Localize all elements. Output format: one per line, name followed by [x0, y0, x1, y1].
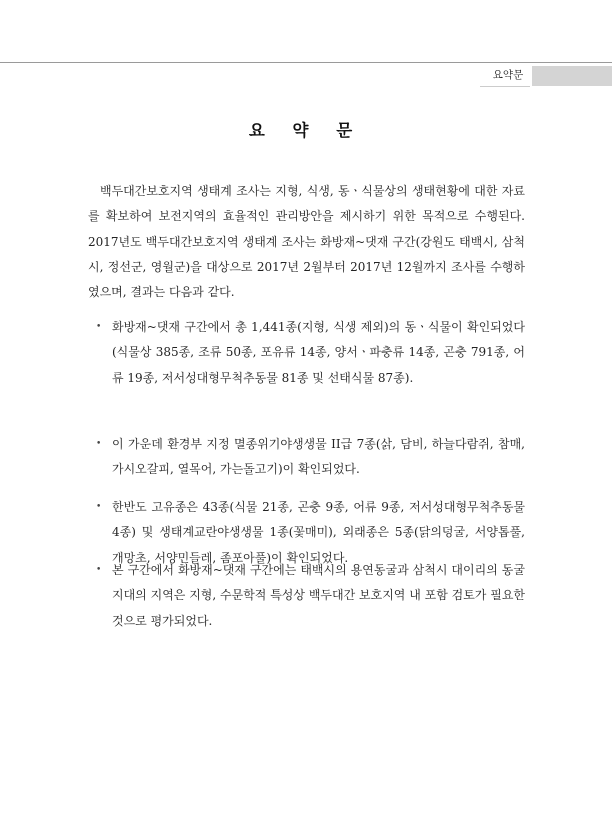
page-title: 요 약 문 [248, 121, 364, 140]
header-tab-block [532, 66, 612, 86]
finding-text: 화방재~댓재 구간에서 총 1,441종(지형, 식생 제외)의 동ㆍ식물이 확인되었다(식물상 385종, 조류 50종, 포유류 14종, 양서ㆍ파충류 14종, 곤충 791종, 어류 19종, 저서성대형무척추동물 81종 및 선태식물 87종). [112, 320, 525, 385]
intro-paragraph: 백두대간보호지역 생태계 조사는 지형, 식생, 동ㆍ식물상의 생태현황에 대한 자료를 확보하여 보전지역의 효율적인 관리방안을 제시하기 위한 목적으로 수행된다. 2017년도 백두대간보호지역 생태계 조사는 화방재~댓재 구간(강원도 태백시, 삼척시, 정선군, 영월군)을 대상으로 2017년 2월부터 2017년 12월까지 조사를 수행하였으며, 결과는 다음과 같다. [88, 184, 525, 300]
finding-item [88, 432, 525, 483]
finding-item [88, 315, 525, 391]
finding-text: 본 구간에서 화방재~댓재 구간에는 태백시의 용연동굴과 삼척시 대이리의 동굴지대의 지역은 지형, 수문학적 특성상 백두대간 보호지역 내 포함 검토가 필요한 것으로 평가되었다. [112, 563, 525, 628]
finding-text: 이 가운데 환경부 지정 멸종위기야생생물 II급 7종(삵, 담비, 하늘다람쥐, 참매, 가시오갈피, 열목어, 가는돌고기)이 확인되었다. [112, 437, 525, 477]
finding-item [88, 558, 525, 634]
bullet-dot-icon: • [96, 502, 102, 512]
header-tab-underline [480, 86, 530, 87]
running-header-label: 요약문 [492, 69, 524, 81]
finding-text: 한반도 고유종은 43종(식물 21종, 곤충 9종, 어류 9종, 저서성대형무척추동물 4종) 및 생태계교란야생생물 1종(꽃매미), 외래종은 5종(닭의덩굴, 서양톱풀, 개망초, 서양민들레, 좀포아풀)이 확인되었다. [112, 500, 525, 565]
bullet-dot-icon: • [96, 565, 102, 575]
bullet-dot-icon: • [96, 322, 102, 332]
bullet-dot-icon: • [96, 439, 102, 449]
header-rule [0, 62, 612, 63]
